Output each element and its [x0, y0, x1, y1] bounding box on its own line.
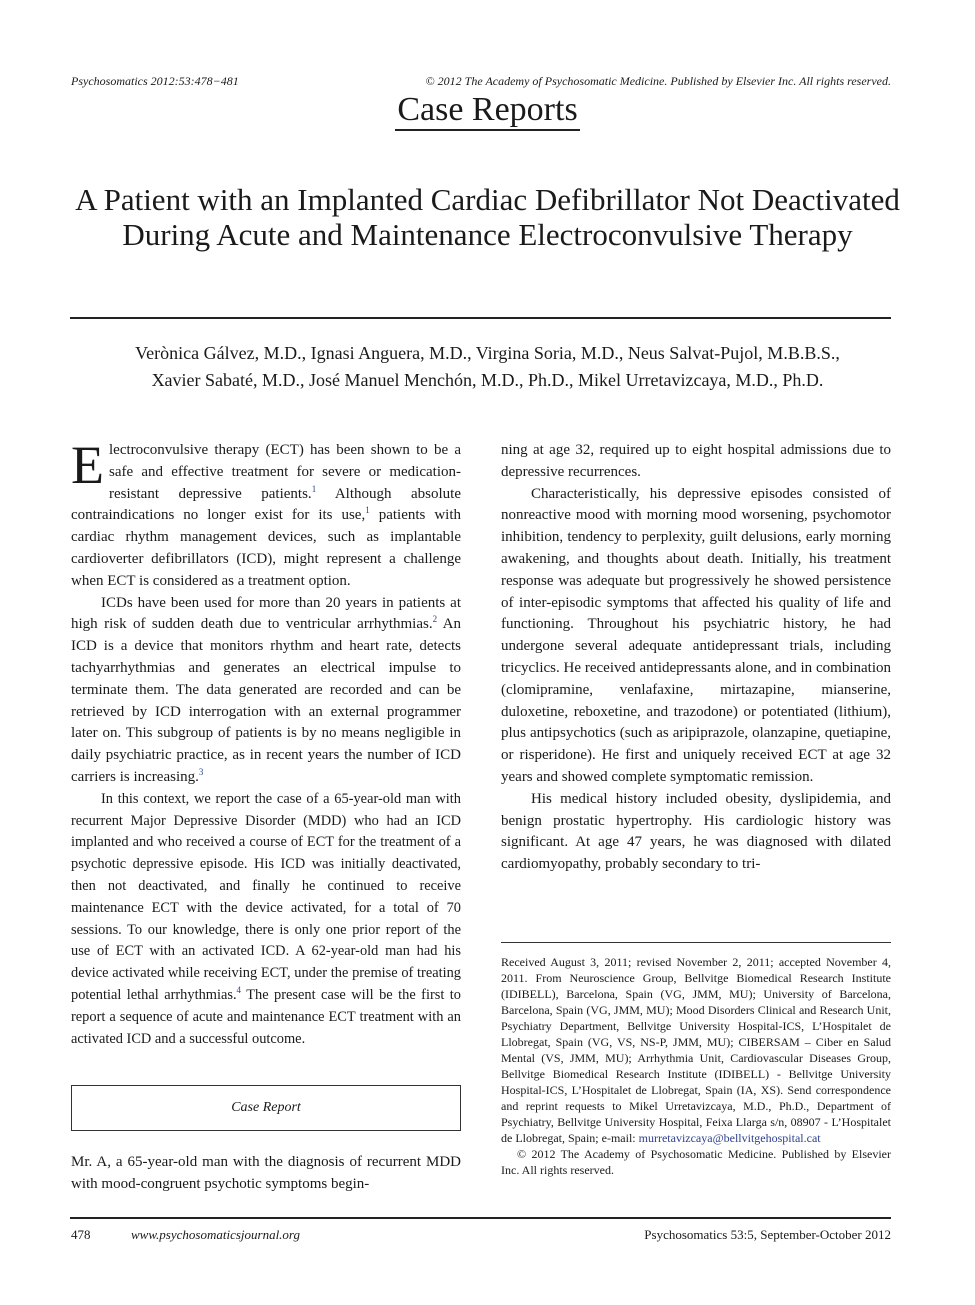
running-header-copyright: © 2012 The Academy of Psychosomatic Medicine. Published by Elsevier Inc. All rights reserved.: [425, 74, 891, 88]
reference-link[interactable]: 3: [198, 766, 204, 777]
case-paragraph: [71, 1152, 461, 1196]
footnote-text: Received August 3, 2011; revised November 2, 2011; accepted November 4, 2011. From Neuroscience Group, Bellvitge Biomedical Research Institute (IDIBELL), Barcelona, Spain (VG, JMM, MU); University of Barcelona, Barcelona, Spain (VG, JMM, MU); Mood Disorders Clinical and Research Unit, Psychiatry Department, Bellvitge University Hospital-ICS, L’Hospitalet de Llobregat, Spain (VG, VS, NS-P, JMM, MU); CIBERSAM – Ciber en Salud Mental (VS, JMM, MU); Arrhythmia Unit, Cardiovascular Diseases Group, Bellvitge Biomedical Research Institute (IDIBELL) - Bellvitge University Hospital-ICS, L’Hospitalet de Llobregat, Spain (IA, XS). Send correspondence and reprint requests to Mikel Urretavizcaya, M.D., Ph.D., Department of Psychiatry, Bellvitge University Hospital, Feixa Llarga s/n, 08907 - L’Hospitalet de Llobregat, Spain; e-mail: murretavizcaya@bellvitgehospital.cat: [501, 955, 891, 1145]
paragraph-intro: Electroconvulsive therapy (ECT) has been shown to be a safe and effective treatment for severe or medication-resistant depressive patients.$^1$ Although absolute contraindications no longer exist for its use,$^1$ patients with cardiac rhythm management devices, such as implantable cardioverter defibrillators (ICD), might represent a challenge when ECT is considered as a treatment option.: [71, 435, 461, 589]
paragraph-continuation: ning at age 32, required up to eight hospital admissions due to depressive recurrences.: [501, 442, 891, 480]
section-title-text: Case Reports: [395, 91, 579, 131]
footnote-affiliations: [501, 954, 891, 1178]
author-line-1: Verònica Gálvez, M.D., Ignasi Anguera, M.D., Virgina Soria, M.D., Neus Salvat-Pujol, M.B.B.S.,: [135, 343, 840, 363]
reference-link[interactable]: 1: [365, 505, 370, 516]
case-report-heading-box: [71, 1085, 461, 1131]
reference-link[interactable]: 2: [432, 614, 438, 625]
paragraph-context: In this context, we report the case of a 65-year-old man with recurrent Major Depressive Disorder (MDD) who had an ICD implanted and who received a course of ECT for the treatment of a psychotic depressive episode. His ICD was initially deactivated, then not deactivated, and finally he continued to receive maintenance ECT with the device activated, for a total of 70 sessions. To our knowledge, there is only one prior report of the use of ECT with an activated ICD. A 62-year-old man had his device activated while receiving ECT, under the premise of treating potential lethal arrhythmias.$^4$ The present case will be the first to report a sequence of acute and maintenance ECT treatment with an activated ICD and a successful outcome.: [71, 790, 461, 1047]
body-column-right: [501, 440, 891, 876]
case-report-heading: Case Report: [231, 1100, 301, 1115]
correspondence-email-link[interactable]: murretavizcaya@bellvitgehospital.cat: [638, 1131, 821, 1145]
paragraph-case-start: Mr. A, a 65-year-old man with the diagnosis of recurrent MDD with mood-congruent psychotic symptoms begin-: [71, 1154, 461, 1192]
reference-link[interactable]: 4: [236, 984, 242, 995]
section-title: [0, 88, 975, 132]
paragraph-icd: ICDs have been used for more than 20 years in patients at high risk of sudden death due to ventricular arrhythmias.$^2$ An ICD is a device that monitors rhythm and heart rate, detects tachyarrhythmias and generates an electrical impulse to terminate them. The data generated are recorded and can be retrieved by ICD interrogation with an external programmer later on. This subgroup of patients is by no means negligible in daily psychiatric practice, as in recent years the number of ICD carriers is increasing.$^3$: [71, 594, 461, 785]
author-list: [60, 340, 915, 394]
article-title: A Patient with an Implanted Cardiac Defibrillator Not Deactivated During Acute and Maintenance Electroconvulsive Therapy: [75, 182, 900, 252]
body-column-left: [71, 435, 461, 1050]
paragraph-medical-history: His medical history included obesity, dyslipidemia, and benign prostatic hypertrophy. His cardiologic history was significant. At age 47 years, he was diagnosed with dilated cardiomyopathy, probably secondary to tri-: [501, 790, 891, 873]
running-header-citation: Psychosomatics 2012:53:478−481: [71, 74, 239, 88]
footer-divider: [70, 1217, 891, 1219]
drop-cap: E: [71, 435, 104, 495]
page-number: 478: [71, 1227, 91, 1242]
title-divider: [70, 317, 891, 319]
issue-info: Psychosomatics 53:5, September-October 2012: [644, 1227, 891, 1242]
paragraph-depressive-episodes: Characteristically, his depressive episodes consisted of nonreactive mood with morning mood worsening, psychomotor inhibition, tendency to perplexity, guilt delusions, early morning awakening, and thoughts about death. Initially, his treatment response was adequate but progressively he showed persistence of inter-episodic symptoms that affected his quality of life and functioning. Throughout his psychiatric history, he had undergone several adequate antidepressant trials, including tricyclics. He received antidepressants alone, and in combination (clomipramine, venlafaxine, mirtazapine, mianserine, duloxetine, reboxetine, and trazodone) or potentiated (lithium), plus antipsychotics (such as aripiprazole, olanzapine, quetiapine, or risperidone). He first and uniquely received ECT at age 32 years and showed complete symptomatic remission.: [501, 485, 891, 785]
reference-link[interactable]: 1: [311, 483, 317, 494]
footnote-copyright: © 2012 The Academy of Psychosomatic Medicine. Published by Elsevier Inc. All rights reserved.: [501, 1147, 891, 1177]
footnote-divider: [501, 942, 891, 943]
author-line-2: Xavier Sabaté, M.D., José Manuel Menchón, M.D., Ph.D., Mikel Urretavizcaya, M.D., Ph.D.: [151, 370, 824, 390]
journal-url-link[interactable]: www.psychosomaticsjournal.org: [131, 1227, 301, 1242]
